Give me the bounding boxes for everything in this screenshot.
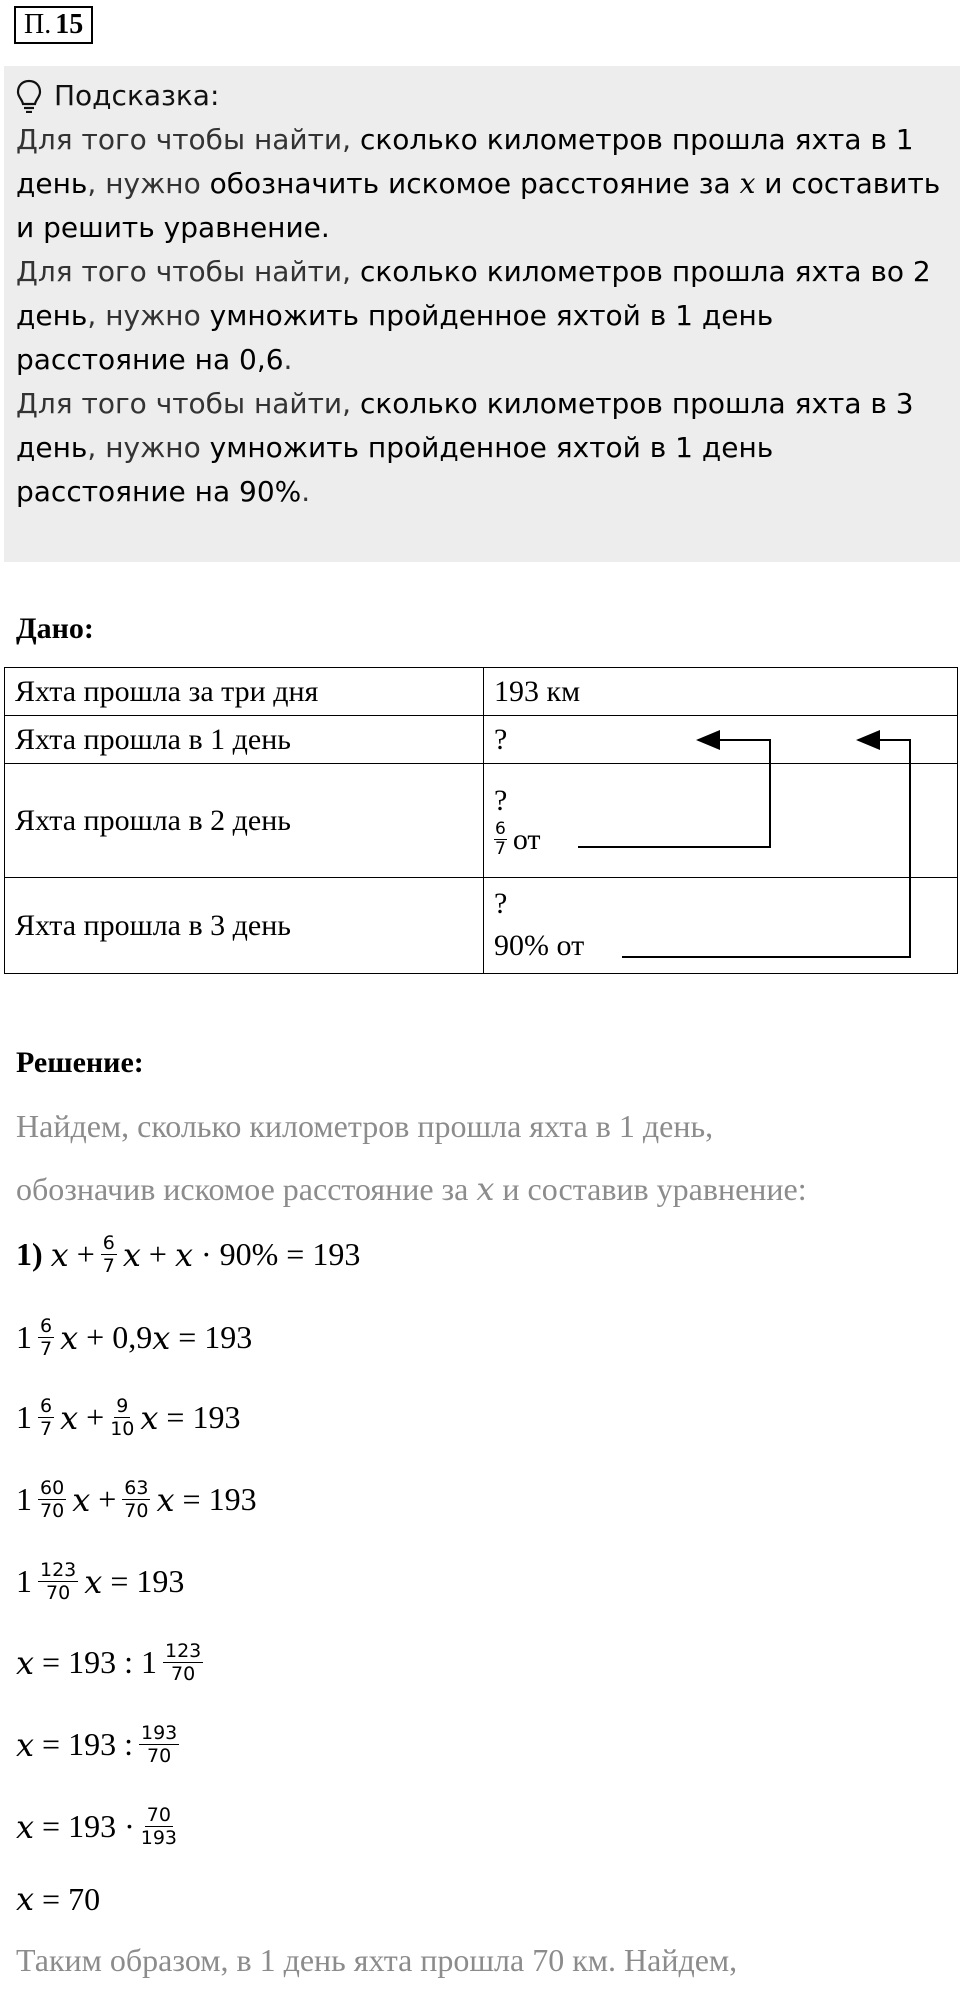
row-question: ? [494, 886, 508, 920]
row-value: от [512, 822, 541, 856]
hint-paragraph-2: Для того чтобы найти, сколько километров прошла яхта во 2 день, нужно умножить пройденное яхтой в 1 день расстояние на 0,6. [16, 255, 931, 376]
row-value: ? [484, 716, 958, 764]
fraction-6-7: $\frac{6}{7}$ [495, 819, 506, 859]
equation-2: 1 6 7 x + 0,9 x = 193 [16, 1315, 253, 1360]
solution-intro-line-2: обозначив искомое расстояние за x и составив уравнение: [16, 1170, 807, 1208]
row-value: 193 км [484, 668, 958, 716]
solution-outro: Таким образом, в 1 день яхта прошла 70 км. Найдем, [16, 1942, 738, 1978]
solution-intro-line-1: Найдем, сколько километров прошла яхта в 1 день, [16, 1108, 714, 1144]
equation-9: x = 70 [16, 1880, 101, 1918]
hint-title: Подсказка: [54, 79, 220, 112]
hint-paragraph-3: Для того чтобы найти, сколько километров прошла яхта в 3 день, нужно умножить пройденное яхтой в 1 день расстояние на 90%. [16, 387, 914, 508]
equation-5: 1 123 70 x = 193 [16, 1559, 185, 1604]
task-number: 15 [55, 9, 84, 40]
given-title: Дано: [16, 612, 94, 645]
row-label: Яхта прошла в 3 день [5, 878, 484, 974]
equation-8: x = 193 · 70 193 [16, 1804, 178, 1849]
row-label: Яхта прошла в 2 день [5, 764, 484, 878]
equation-1: 1) x + $\frac{6}{7}$ x + x · 90% = 193 [16, 1232, 361, 1277]
equation-3: 1 6 7 x + $\frac{9}{10}$ x = 193 [16, 1395, 241, 1440]
hint-paragraph-1: Для того чтобы найти, сколько километров прошла яхта в 1 день, нужно обозначить искомое расстояние за x и составить и решить уравнение. [16, 123, 941, 244]
equation-6: x = 193 : 1 123 70 [16, 1640, 202, 1685]
equation-7: x = 193 : 193 70 [16, 1722, 178, 1767]
arrow-2nd-to-1st [578, 740, 770, 847]
row-value: 90% от [494, 928, 585, 962]
row-question: ? [494, 784, 508, 817]
arrow-3rd-to-1st [622, 740, 910, 957]
task-prefix: П. [24, 9, 52, 40]
solution-title: Решение: [16, 1046, 144, 1079]
row-label: Яхта прошла в 1 день [5, 716, 484, 764]
equation-4: 1 60 70 x + $\frac{63}{70}$ x = 193 [16, 1477, 257, 1522]
row-label: Яхта прошла за три дня [5, 668, 484, 716]
